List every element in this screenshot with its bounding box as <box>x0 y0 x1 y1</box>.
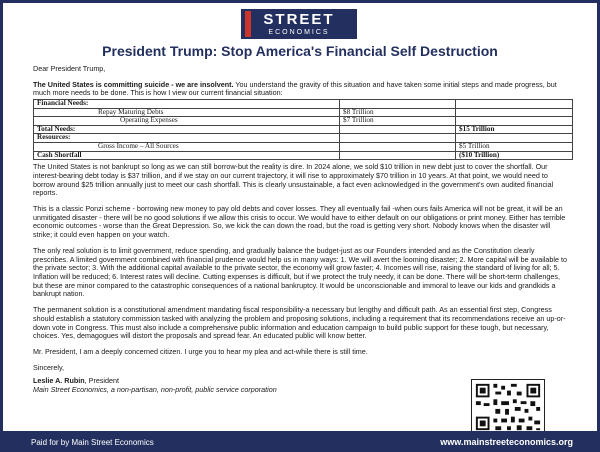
table-cell-label: Cash Shortfall <box>34 151 340 160</box>
intro-paragraph <box>33 81 571 98</box>
letter-body <box>33 65 571 395</box>
main-street-economics-logo <box>241 9 357 39</box>
table-cell-amount <box>340 100 456 109</box>
paragraph-solution: The only real solution is to limit government, reduce spending, and gradually balance the budget-just as our Founders intended and as the Constitution clearly prescribes. A limited government combined with financial prudence would help us in many ways: 1. We will avert the looming disaster; 2. More capital will be available to the private sector; 3. With the additional capital available to the private sector, the economy will grow faster; 4. Incomes will rise, raising the standard of living for all; 5. Inflation will be reduced; 6. Interest rates will decline. Cutting expenses is difficult, but if we protect the truly needy, it can be done. There will be short-term challenges, but these are minor compared to the catastrophic consequences of a national bankruptcy. It would be unconscionable and immoral to leave our kids and grandkids a bankrupt nation. <box>33 245 568 299</box>
table-row <box>34 108 573 117</box>
footer-bar <box>3 431 600 452</box>
table-cell-label: Total Needs: <box>34 125 340 134</box>
logo-main-text: STREET <box>263 11 335 28</box>
table-cell-total: $15 Trillion <box>456 125 573 134</box>
signer-name: Leslie A. Rubin <box>33 376 85 386</box>
table-cell-total: ($10 Trillion) <box>456 151 573 160</box>
paid-for-notice: Paid for by Main Street Economics <box>31 438 154 447</box>
table-cell-amount <box>340 151 456 160</box>
table-row <box>34 100 573 109</box>
table-cell-amount <box>340 125 456 134</box>
logo-accent-bar <box>245 11 251 37</box>
table-cell-amount: $8 Trillion <box>340 108 456 117</box>
table-cell-amount <box>340 134 456 143</box>
financial-table <box>33 99 573 160</box>
intro-bold: The United States is committing suicide - we are insolvent. <box>33 79 234 89</box>
table-cell-label: Financial Needs: <box>34 100 340 109</box>
paragraph-borrowing: The United States is not bankrupt so long as we can still borrow-but the reality is dire. In 2024 alone, we sold $10 trillion in new debt just to cover the shortfall. Our interest-bearing debt today is $37 trillion, and if we stay on our current trajectory, it will rise to approximately $70 trillion in 10 years. At that point, we would need to borrow around $25 trillion annually just to meet our cash shortfall. This is clearly unsustainable, a fact even acknowledged in the government's own audited financial reports. <box>33 162 554 198</box>
table-row <box>34 143 573 152</box>
salutation: Dear President Trump, <box>33 64 106 73</box>
table-cell-label: Resources: <box>34 134 340 143</box>
closing: Sincerely, <box>33 362 65 372</box>
intro-rest: You understand the gravity of this situation and have taken some initial steps and made progress, but much more needs to be done. This is how I view our current financial situation: <box>33 79 557 98</box>
table-cell-label: Operating Expenses <box>34 117 340 126</box>
table-cell-total <box>456 100 573 109</box>
table-cell-total: $5 Trillion <box>456 143 573 152</box>
website-link[interactable]: www.mainstreeteconomics.org <box>440 437 573 447</box>
paragraph-amendment: The permanent solution is a constitutional amendment mandating fiscal responsibility-a necessary but lengthy and difficult path. As an essential first step, Congress should establish a statutory commission tasked with analyzing the problem and proposing solutions, including a requirement that its recommendations receive an up-or-down vote in Congress. This must also include a comprehensive public information and education campaign to build public support for these tough, but necessary, choices. Yes, demagogues will distort the proposals and spread fear. An educated public will know better. <box>33 305 566 341</box>
table-cell-label: Gross Income – All Sources <box>34 143 340 152</box>
paragraph-plea: Mr. President, I am a deeply concerned citizen. I urge you to hear my plea and act-while there is still time. <box>33 346 368 356</box>
table-cell-amount <box>340 143 456 152</box>
table-cell-amount: $7 Trillion <box>340 117 456 126</box>
signer-organization: Main Street Economics, a non-partisan, non-profit, public service corporation <box>33 385 277 395</box>
logo-sub-text: ECONOMICS <box>268 29 330 36</box>
page-title: President Trump: Stop America's Financial Self Destruction <box>102 43 498 59</box>
qr-code[interactable] <box>471 379 545 435</box>
table-row <box>34 151 573 160</box>
table-cell-total <box>456 108 573 117</box>
paragraph-ponzi: This is a classic Ponzi scheme - borrowing new money to pay old debts and cover losses. They all eventually fail -when ours fails America will not be great, it will be an unmitigated disaster - there will be no good solutions if we allow this crisis to occur. We would have to either default on our obligations or print money. Either has terrible economic outcomes - worse than the Great Depression. So, we kick the can down the road, but the road is getting very short. Nobody knows when the disaster will strike; it could even happen on your watch. <box>33 204 566 240</box>
table-cell-label: Repay Maturing Debts <box>34 108 340 117</box>
table-row <box>34 125 573 134</box>
signer-title: , President <box>84 376 120 386</box>
